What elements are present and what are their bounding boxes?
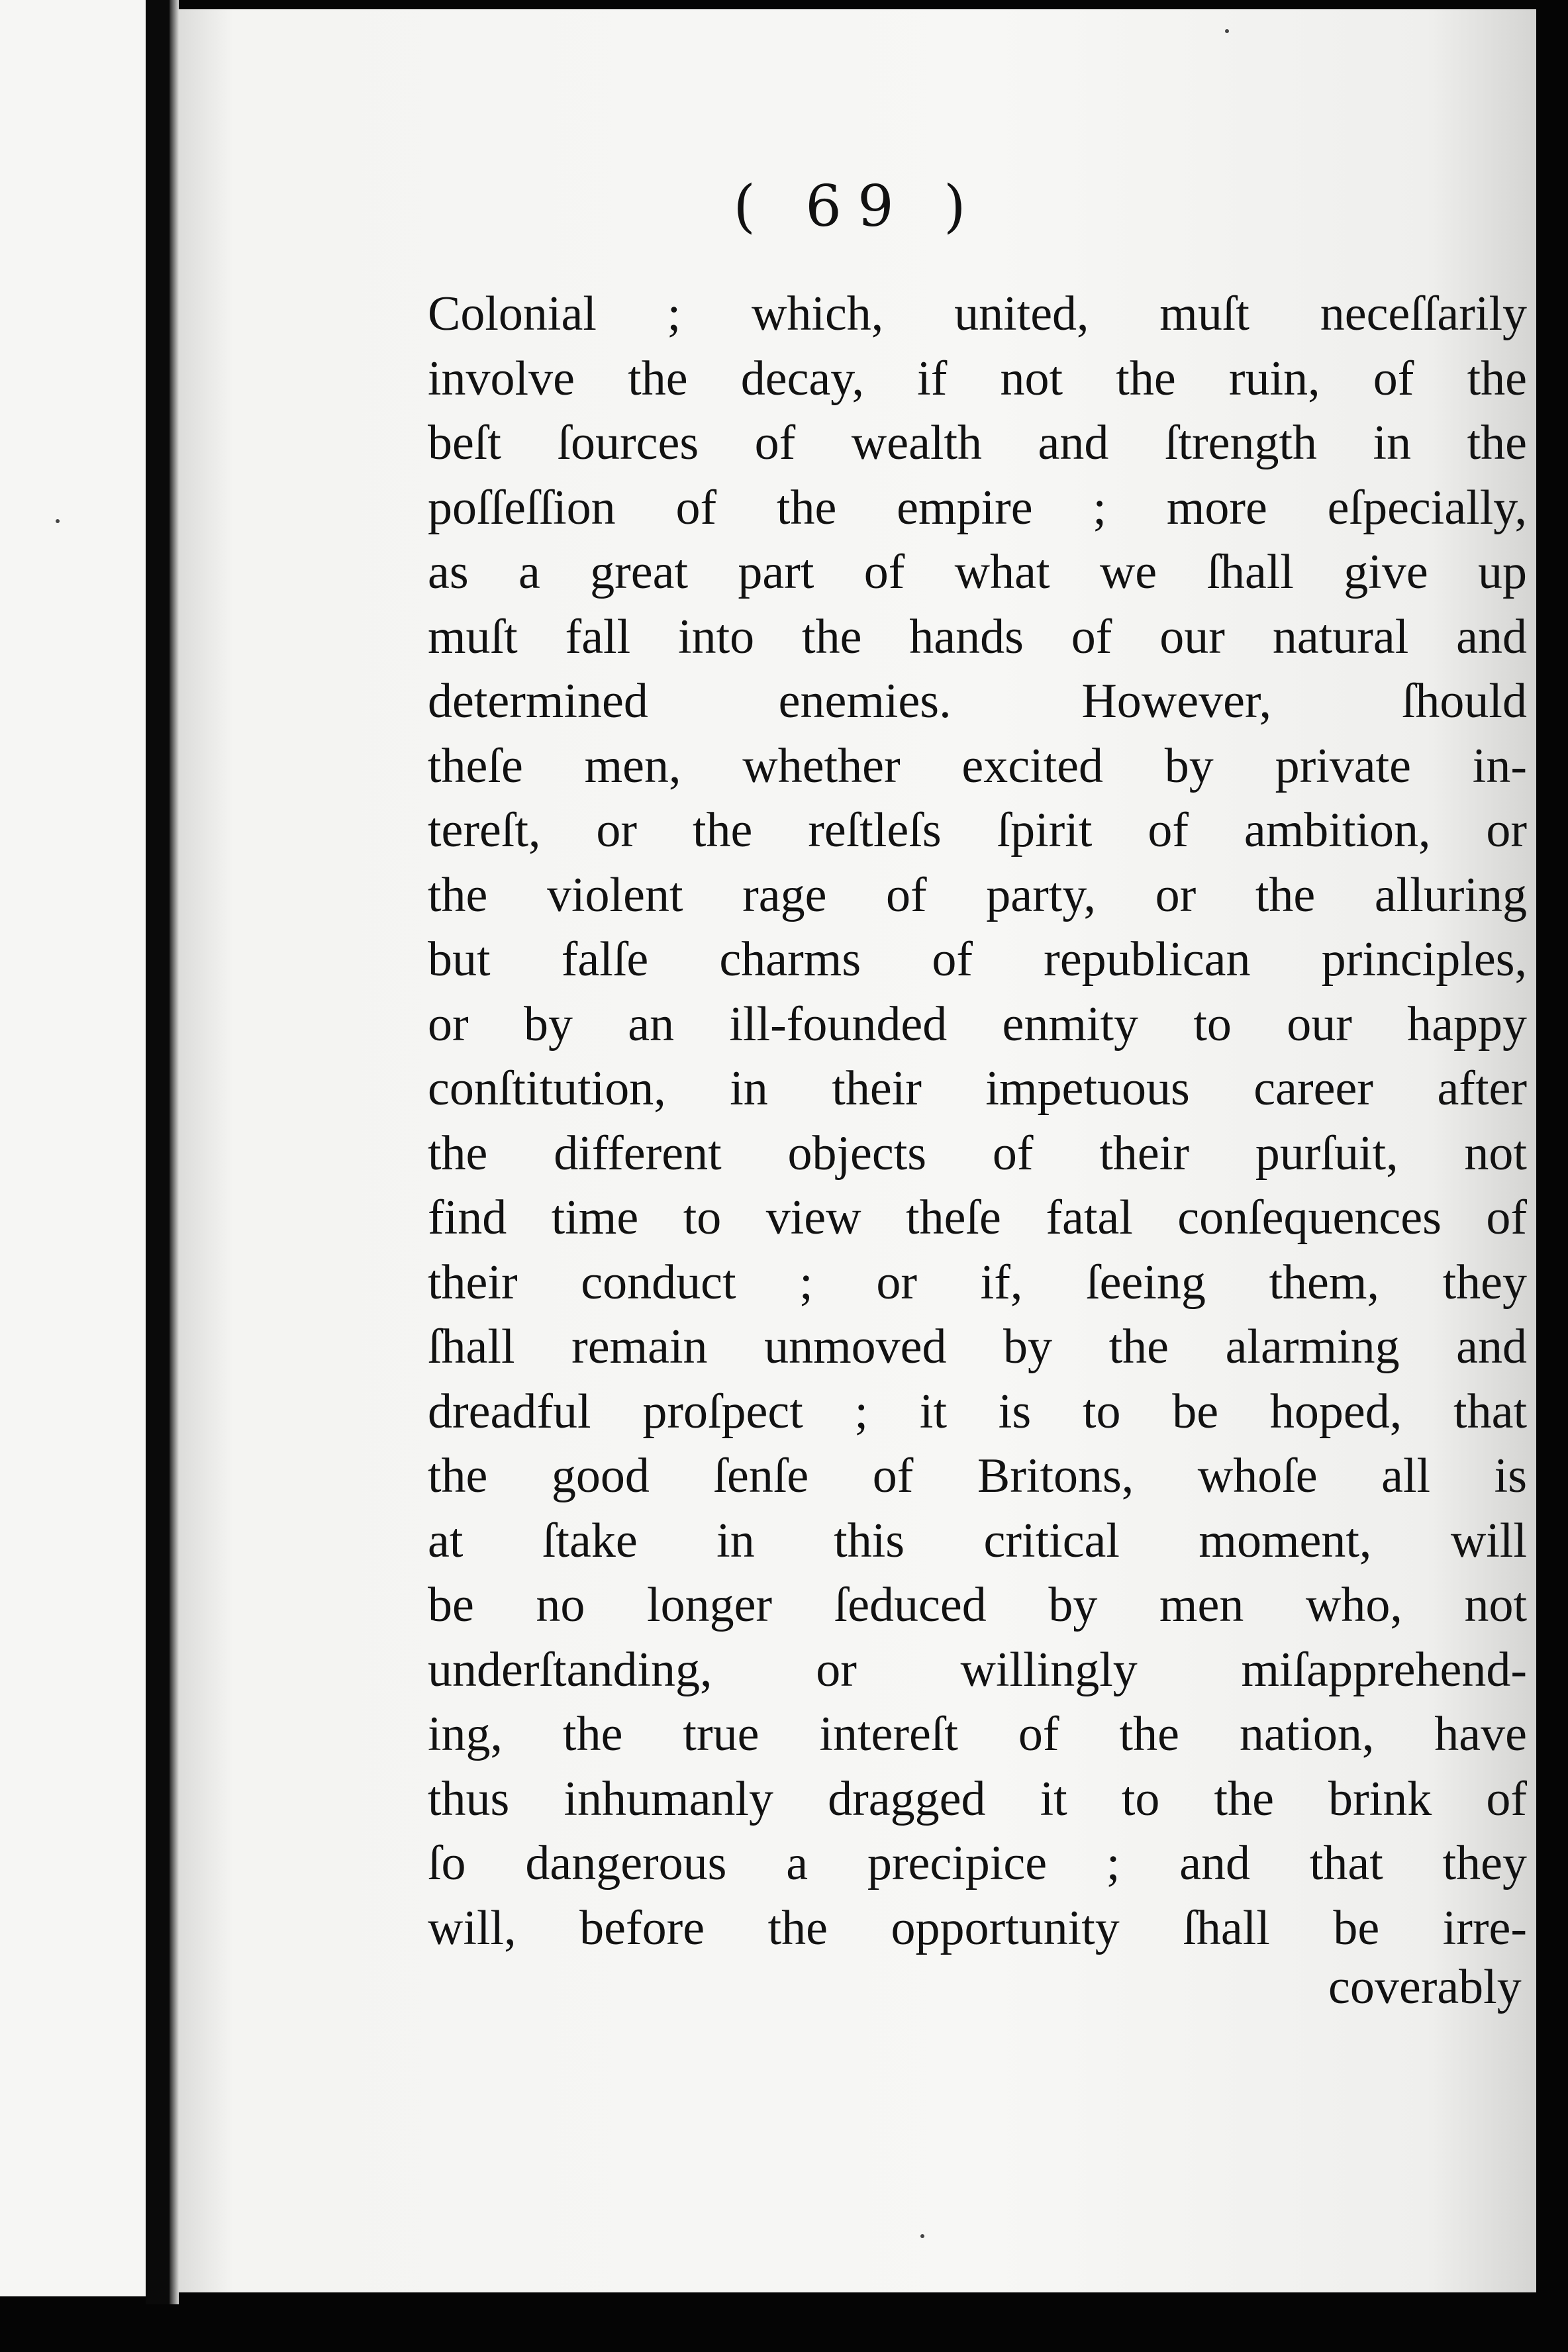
text-line: muſt fall into the hands of our natural and (428, 609, 1527, 664)
text-line: or by an ill-founded enmity to our happy (428, 997, 1527, 1052)
facing-page-edge (0, 0, 160, 2296)
text-line: ing, the true intereſt of the nation, have (428, 1707, 1527, 1761)
text-line: poſſeſſion of the empire ; more eſpecially, (428, 480, 1527, 535)
text-line: be no longer ſeduced by men who, not (428, 1578, 1527, 1632)
text-line: conſtitution, in their impetuous career after (428, 1061, 1527, 1116)
text-line: will, before the opportunity ſhall be irre- (428, 1900, 1527, 1955)
paper-speck (920, 2234, 924, 2238)
text-line: ſo dangerous a precipice ; and that they (428, 1836, 1527, 1890)
text-line: dreadful proſpect ; it is to be hoped, that (428, 1384, 1527, 1439)
catchword: coverably (1328, 1960, 1522, 2014)
text-line: as a great part of what we ſhall give up (428, 545, 1527, 599)
text-line: at ſtake in this critical moment, will (428, 1513, 1527, 1568)
text-line: beſt ſources of wealth and ſtrength in the (428, 416, 1527, 470)
gutter-shadow (170, 0, 179, 2304)
text-line: underſtanding, or willingly miſapprehend- (428, 1642, 1527, 1697)
book-spine-gutter (146, 0, 170, 2304)
text-line: determined enemies. However, ſhould (428, 674, 1527, 728)
text-line: tereſt, or the reſtleſs ſpirit of ambition, or (428, 803, 1527, 858)
text-line: their conduct ; or if, ſeeing them, they (428, 1255, 1527, 1310)
text-line: find time to view theſe fatal conſequences of (428, 1191, 1527, 1245)
text-line: involve the decay, if not the ruin, of the (428, 351, 1527, 406)
page-number: ( 69 ) (733, 173, 982, 240)
text-line: the good ſenſe of Britons, whoſe all is (428, 1449, 1527, 1503)
text-line: theſe men, whether excited by private in- (428, 738, 1527, 793)
paper-speck (1225, 29, 1229, 33)
text-line: the violent rage of party, or the alluring (428, 867, 1527, 922)
body-text (428, 282, 1527, 1961)
text-line: thus inhumanly dragged it to the brink of (428, 1771, 1527, 1826)
text-line: Colonial ; which, united, muſt neceſſarily (428, 287, 1527, 341)
book-page (179, 9, 1536, 2292)
paper-speck (56, 519, 60, 523)
text-line: the different objects of their purſuit, not (428, 1126, 1527, 1181)
text-line: but falſe charms of republican principles, (428, 932, 1527, 987)
text-line: ſhall remain unmoved by the alarming and (428, 1320, 1527, 1374)
